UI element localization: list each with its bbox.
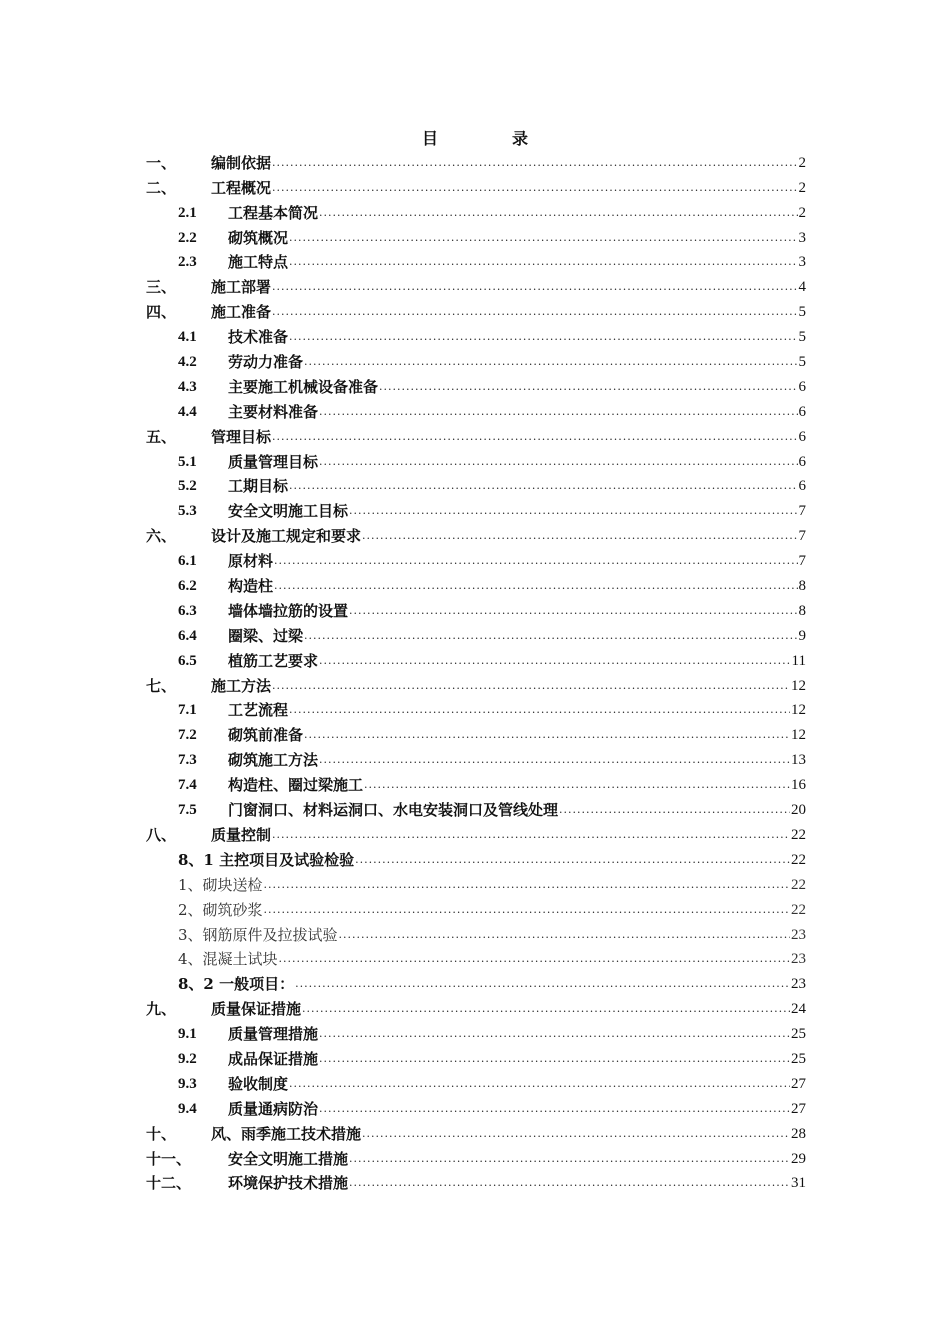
toc-entry-page: 2: [798, 179, 806, 196]
toc-entry-page: 6: [798, 403, 806, 420]
dot-leader: [319, 1047, 790, 1071]
dot-leader: [304, 350, 797, 374]
dot-leader: [355, 848, 790, 872]
toc-entry-title: 施工部署: [211, 278, 272, 297]
toc-entry-page: 22: [791, 851, 806, 868]
dot-leader: [289, 250, 797, 274]
toc-entry[interactable]: [146, 623, 806, 648]
toc-entry-title: 施工特点: [228, 253, 289, 272]
toc-entry-number: 4.1: [178, 329, 197, 346]
dot-leader: [272, 674, 790, 698]
toc-entry-title: 墙体墙拉筋的设置: [228, 601, 349, 620]
toc-entry-number: 9.3: [178, 1075, 197, 1092]
toc-entry[interactable]: [146, 698, 806, 723]
dot-leader: [319, 649, 791, 673]
toc-entry-number: 6.1: [178, 553, 197, 570]
toc-entry-title: 工艺流程: [228, 701, 289, 720]
toc-entry-number: 9.1: [178, 1026, 197, 1043]
dot-leader: [319, 1097, 790, 1121]
toc-entry[interactable]: [146, 822, 806, 847]
toc-entry[interactable]: [146, 897, 806, 922]
toc-entry-title: 砌筑施工方法: [228, 751, 319, 770]
toc-entry-number: 5.1: [178, 453, 197, 470]
dot-leader: [289, 226, 797, 250]
dot-leader: [349, 599, 797, 623]
dot-leader: [319, 201, 797, 225]
toc-entry-title: 1、砌块送检: [178, 875, 263, 894]
toc-entry-page: 31: [791, 1175, 806, 1192]
toc-entry-page: 25: [791, 1026, 806, 1043]
toc-entry-number: 二、: [146, 178, 177, 197]
toc-entry-title: 质量保证措施: [211, 1000, 302, 1019]
toc-entry[interactable]: [146, 498, 806, 523]
dot-leader: [319, 1022, 790, 1046]
toc-entry-page: 12: [791, 702, 806, 719]
toc-entry-title: 工程基本简况: [228, 203, 319, 222]
toc-entry[interactable]: [146, 996, 806, 1021]
toc-entry-page: 2: [798, 204, 806, 221]
toc-entry-page: 5: [798, 304, 806, 321]
dot-leader: [272, 300, 797, 324]
toc-entry-number: 四、: [146, 303, 177, 322]
toc-entry-page: 20: [791, 802, 806, 819]
toc-entry[interactable]: [146, 523, 806, 548]
toc-entry[interactable]: [146, 1121, 806, 1146]
toc-entry-page: 6: [798, 453, 806, 470]
toc-entry-title: 原材料: [228, 552, 274, 571]
toc-entry-page: 22: [791, 826, 806, 843]
dot-leader: [319, 400, 797, 424]
toc-entry-title: 技术准备: [228, 328, 289, 347]
toc-entry-title: 设计及施工规定和要求: [211, 527, 362, 546]
toc-entry-page: 7: [798, 528, 806, 545]
dot-leader: [364, 773, 790, 797]
toc-entry-page: 4: [798, 279, 806, 296]
toc-entry-title: 2、砌筑砂浆: [178, 900, 263, 919]
toc-entry-page: 25: [791, 1050, 806, 1067]
toc-entry[interactable]: [146, 872, 806, 897]
toc-entry-number: 4.4: [178, 403, 197, 420]
toc-entry-page: 22: [791, 876, 806, 893]
toc-entry[interactable]: [146, 349, 806, 374]
toc-entry-number: 7.3: [178, 752, 197, 769]
toc-entry-number: 十二、: [146, 1174, 192, 1193]
toc-entry-title: 植筋工艺要求: [228, 651, 319, 670]
toc-entry-page: 23: [791, 976, 806, 993]
dot-leader: [362, 1122, 790, 1146]
dot-leader: [272, 151, 797, 175]
toc-entry[interactable]: [146, 449, 806, 474]
toc-entry-title: 4、混凝土试块: [178, 950, 278, 969]
toc-entry[interactable]: [146, 299, 806, 324]
dot-leader: [272, 176, 797, 200]
toc-entry-title: 管理目标: [211, 427, 272, 446]
toc-entry-page: 13: [791, 752, 806, 769]
toc-entry-page: 6: [798, 428, 806, 445]
dot-leader: [272, 425, 797, 449]
toc-entry-title: 8、2 一般项目：: [178, 975, 295, 994]
dot-leader: [319, 748, 790, 772]
dot-leader: [289, 698, 790, 722]
toc-entry[interactable]: [146, 474, 806, 499]
toc-entry-title: 施工准备: [211, 303, 272, 322]
dot-leader: [319, 450, 797, 474]
toc-entry-title: 工程概况: [211, 178, 272, 197]
dot-leader: [379, 375, 797, 399]
toc-entry-number: 八、: [146, 825, 177, 844]
toc-entry-number: 4.2: [178, 354, 197, 371]
toc-entry-page: 28: [791, 1125, 806, 1142]
toc-entry-number: 7.1: [178, 702, 197, 719]
toc-entry-number: 一、: [146, 153, 177, 172]
toc-entry[interactable]: [146, 847, 806, 872]
toc-entry[interactable]: [146, 1146, 806, 1171]
toc-entry[interactable]: [146, 548, 806, 573]
dot-leader: [279, 947, 790, 971]
toc-entry-title: 风、雨季施工技术措施: [211, 1124, 362, 1143]
toc-entry-page: 12: [791, 677, 806, 694]
toc-entry-page: 3: [798, 254, 806, 271]
toc-entry-title: 构造柱: [228, 577, 274, 596]
toc-entry-page: 2: [798, 154, 806, 171]
dot-leader: [264, 898, 790, 922]
toc-entry-page: 24: [791, 1001, 806, 1018]
toc-entry-title: 主要施工机械设备准备: [228, 377, 379, 396]
toc-entry-number: 6.3: [178, 602, 197, 619]
toc-entry-title: 安全文明施工目标: [228, 502, 349, 521]
toc-entry-page: 5: [798, 354, 806, 371]
toc-entry-number: 2.2: [178, 229, 197, 246]
toc-entry[interactable]: [146, 1071, 806, 1096]
toc-entry-number: 5.3: [178, 503, 197, 520]
toc-entry[interactable]: [146, 399, 806, 424]
toc-entry-title: 3、钢筋原件及拉拔试验: [178, 925, 338, 944]
toc-entry-number: 7.5: [178, 802, 197, 819]
toc-entry-page: 16: [791, 777, 806, 794]
toc-entry-page: 6: [798, 478, 806, 495]
toc-entry-page: 22: [791, 901, 806, 918]
toc-entry[interactable]: [146, 175, 806, 200]
toc-entry-title: 质量管理目标: [228, 452, 319, 471]
toc-entry-page: 11: [791, 652, 806, 669]
toc-entry-title: 环境保护技术措施: [228, 1174, 349, 1193]
toc-title-left: 目: [421, 129, 438, 148]
dot-leader: [289, 474, 797, 498]
toc-entry-title: 验收制度: [228, 1074, 289, 1093]
dot-leader: [559, 798, 790, 822]
dot-leader: [349, 1147, 790, 1171]
dot-leader: [272, 823, 790, 847]
toc-entry-number: 7.4: [178, 777, 197, 794]
toc-entry[interactable]: [146, 971, 806, 996]
toc-entry-page: 8: [798, 578, 806, 595]
toc-entry-number: 6.2: [178, 578, 197, 595]
dot-leader: [302, 997, 790, 1021]
toc-entry-page: 23: [791, 926, 806, 943]
toc-entry-title: 编制依据: [211, 153, 272, 172]
dot-leader: [295, 972, 790, 996]
toc-entry[interactable]: [146, 747, 806, 772]
toc-entry[interactable]: [146, 200, 806, 225]
dot-leader: [289, 1072, 790, 1096]
toc-entry-page: 5: [798, 329, 806, 346]
toc-entry[interactable]: [146, 250, 806, 275]
toc-entry[interactable]: [146, 274, 806, 299]
toc-entry-number: 九、: [146, 1000, 177, 1019]
toc-entry-page: 27: [791, 1100, 806, 1117]
toc-entry-page: 23: [791, 951, 806, 968]
toc-entry-number: 7.2: [178, 727, 197, 744]
toc-entry-number: 5.2: [178, 478, 197, 495]
toc-entry-number: 6.4: [178, 627, 197, 644]
toc-entry[interactable]: [146, 573, 806, 598]
toc-entry-number: 十、: [146, 1124, 177, 1143]
dot-leader: [289, 325, 797, 349]
toc-entry-page: 3: [798, 229, 806, 246]
toc-entry[interactable]: [146, 1096, 806, 1121]
dot-leader: [274, 574, 797, 598]
toc-entry[interactable]: [146, 648, 806, 673]
toc-entry-title: 主要材料准备: [228, 402, 319, 421]
toc-entry[interactable]: [146, 424, 806, 449]
toc-entry-title: 工期目标: [228, 477, 289, 496]
toc-entry-number: 十一、: [146, 1149, 192, 1168]
toc-entry-page: 7: [798, 553, 806, 570]
toc-entry[interactable]: [146, 598, 806, 623]
toc-entry-title: 门窗洞口、材料运洞口、水电安装洞口及管线处理: [228, 801, 559, 820]
dot-leader: [349, 1171, 790, 1195]
toc-title-right: 录: [512, 129, 529, 148]
toc-entry[interactable]: [146, 922, 806, 947]
toc-entry-number: 六、: [146, 527, 177, 546]
toc-entry-title: 成品保证措施: [228, 1049, 319, 1068]
toc-entry-number: 三、: [146, 278, 177, 297]
toc-entry-page: 9: [798, 627, 806, 644]
dot-leader: [274, 549, 797, 573]
toc-entry-title: 8、1 主控项目及试验检验: [178, 850, 355, 869]
toc-entry[interactable]: [146, 772, 806, 797]
toc-entry-title: 劳动力准备: [228, 353, 304, 372]
toc-entry-number: 9.2: [178, 1050, 197, 1067]
toc-entry-title: 构造柱、圈过梁施工: [228, 776, 364, 795]
toc-entry-title: 砌筑概况: [228, 228, 289, 247]
toc-entry[interactable]: [146, 1171, 806, 1196]
toc-entry-number: 9.4: [178, 1100, 197, 1117]
toc-entry[interactable]: [146, 722, 806, 747]
toc-entry-title: 施工方法: [211, 676, 272, 695]
toc-entry-number: 五、: [146, 427, 177, 446]
toc-entry-page: 6: [798, 378, 806, 395]
dot-leader: [304, 624, 797, 648]
toc-entry-title: 砌筑前准备: [228, 726, 304, 745]
dot-leader: [339, 923, 790, 947]
toc-entry[interactable]: [146, 150, 806, 175]
toc-entry[interactable]: [146, 1021, 806, 1046]
toc-title: [0, 126, 950, 149]
toc-entry-number: 七、: [146, 676, 177, 695]
toc-entry-title: 质量控制: [211, 825, 272, 844]
dot-leader: [304, 723, 790, 747]
toc-entry-number: 2.3: [178, 254, 197, 271]
toc-entry[interactable]: [146, 673, 806, 698]
toc-entry[interactable]: [146, 947, 806, 972]
toc-entry-number: 2.1: [178, 204, 197, 221]
table-of-contents: [146, 150, 806, 1195]
toc-entry-number: 4.3: [178, 378, 197, 395]
toc-entry-title: 安全文明施工措施: [228, 1149, 349, 1168]
toc-entry-page: 29: [791, 1150, 806, 1167]
toc-entry-page: 27: [791, 1075, 806, 1092]
dot-leader: [264, 873, 790, 897]
toc-entry[interactable]: [146, 797, 806, 822]
toc-entry[interactable]: [146, 1046, 806, 1071]
toc-entry-page: 7: [798, 503, 806, 520]
dot-leader: [272, 275, 797, 299]
dot-leader: [349, 499, 797, 523]
toc-entry-title: 质量管理措施: [228, 1025, 319, 1044]
toc-entry-page: 12: [791, 727, 806, 744]
toc-entry[interactable]: [146, 225, 806, 250]
toc-entry-title: 圈梁、过梁: [228, 626, 304, 645]
toc-entry[interactable]: [146, 374, 806, 399]
toc-entry-number: 6.5: [178, 652, 197, 669]
dot-leader: [362, 524, 797, 548]
toc-entry-page: 8: [798, 602, 806, 619]
toc-entry-title: 质量通病防治: [228, 1099, 319, 1118]
toc-entry[interactable]: [146, 324, 806, 349]
